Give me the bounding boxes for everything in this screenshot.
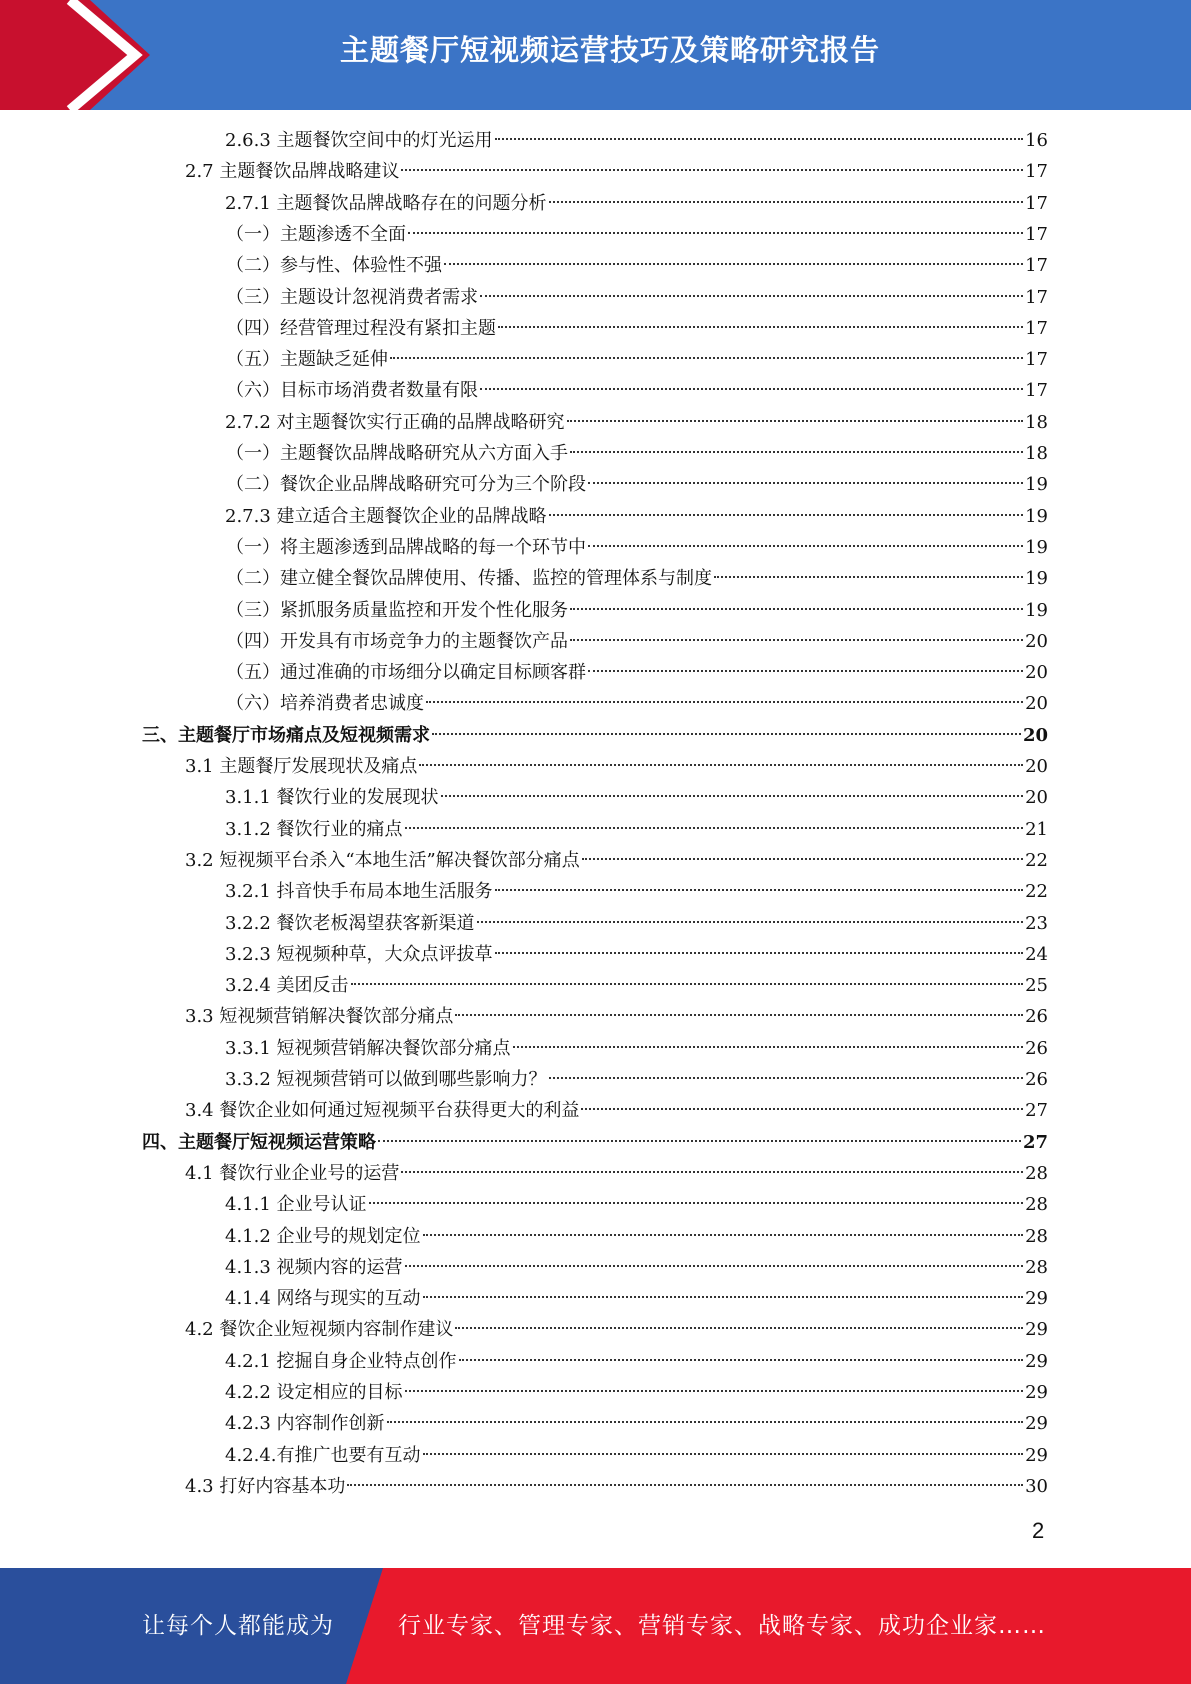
toc-entry[interactable]	[225, 1253, 1048, 1283]
toc-leader-dots	[480, 388, 1023, 390]
toc-entry[interactable]	[225, 1190, 1048, 1220]
toc-entry-title: （一）主题餐饮品牌战略研究从六方面入手	[226, 443, 568, 464]
toc-entry-page: 29	[1025, 1319, 1048, 1341]
toc-leader-dots	[405, 1390, 1024, 1392]
toc-entry-page: 19	[1025, 599, 1048, 621]
toc-entry[interactable]	[226, 220, 1048, 250]
toc-entry[interactable]	[225, 1441, 1048, 1471]
toc-entry-title: 4.1.1 企业号认证	[225, 1194, 367, 1216]
toc-leader-dots	[347, 1484, 1023, 1486]
toc-entry-page: 25	[1025, 975, 1048, 997]
toc-leader-dots	[570, 639, 1023, 641]
toc-entry-page: 17	[1025, 161, 1048, 183]
toc-entry[interactable]	[225, 1284, 1048, 1314]
toc-entry-page: 22	[1025, 881, 1048, 903]
toc-entry-title: 3.4 餐饮企业如何通过短视频平台获得更大的利益	[185, 1100, 580, 1122]
toc-entry-page: 17	[1025, 317, 1048, 339]
footer-slogan-right: 行业专家、管理专家、营销专家、战略专家、成功企业家……	[398, 1613, 1046, 1639]
toc-entry-page: 29	[1025, 1382, 1048, 1403]
toc-entry[interactable]	[225, 1065, 1048, 1095]
toc-entry[interactable]	[226, 470, 1048, 500]
toc-leader-dots	[401, 1171, 1023, 1173]
toc-leader-dots	[419, 764, 1023, 766]
toc-entry-page: 16	[1025, 130, 1048, 151]
toc-entry-title: 4.2.4.有推广也要有互动	[225, 1444, 421, 1466]
toc-leader-dots	[390, 357, 1023, 359]
toc-leader-dots	[567, 420, 1024, 422]
toc-entry-title: 3.2.3 短视频种草，大众点评拔草	[225, 943, 493, 965]
toc-entry[interactable]	[225, 877, 1048, 907]
toc-entry-page: 29	[1025, 1413, 1048, 1435]
page-header	[0, 0, 1191, 110]
toc-entry-title: 3.1.2 餐饮行业的痛点	[225, 818, 403, 840]
toc-entry-title: 4.1.3 视频内容的运营	[225, 1256, 403, 1278]
toc-entry[interactable]	[226, 564, 1048, 594]
toc-entry[interactable]	[225, 189, 1048, 219]
toc-entry-page: 20	[1022, 724, 1048, 746]
toc-entry-title: （二）餐饮企业品牌战略研究可分为三个阶段	[226, 474, 586, 496]
toc-entry-title: 三、主题餐厅市场痛点及短视频需求	[142, 724, 430, 746]
toc-leader-dots	[441, 795, 1024, 797]
toc-leader-dots	[714, 576, 1023, 578]
toc-leader-dots	[444, 263, 1023, 265]
toc-entry[interactable]	[226, 251, 1048, 281]
footer-slogan-left: 让每个人都能成为	[142, 1613, 334, 1639]
toc-entry[interactable]	[225, 1378, 1048, 1408]
toc-entry-page: 26	[1025, 1069, 1048, 1090]
toc-entry-page: 20	[1025, 693, 1048, 715]
toc-entry-page: 17	[1025, 349, 1048, 371]
toc-entry-title: 3.3.2 短视频营销可以做到哪些影响力？	[225, 1069, 547, 1090]
toc-entry-title: 3.2.1 抖音快手布局本地生活服务	[225, 881, 493, 903]
page-footer	[0, 1568, 1191, 1684]
toc-leader-dots	[455, 1327, 1023, 1329]
toc-entry-title: 4.1.2 企业号的规划定位	[225, 1225, 421, 1247]
toc-entry[interactable]	[225, 815, 1048, 845]
toc-entry-page: 23	[1025, 912, 1048, 934]
toc-entry-title: 4.1 餐饮行业企业号的运营	[185, 1162, 400, 1184]
toc-entry-title: 2.6.3 主题餐饮空间中的灯光运用	[225, 130, 493, 151]
toc-entry[interactable]	[225, 1409, 1048, 1439]
toc-entry-page: 24	[1025, 943, 1048, 965]
toc-entry-title: 3.1.1 餐饮行业的发展现状	[225, 787, 439, 809]
toc-entry-page: 27	[1022, 1131, 1048, 1153]
toc-entry-page: 28	[1025, 1256, 1048, 1278]
toc-entry-page: 20	[1025, 662, 1048, 684]
toc-leader-dots	[408, 232, 1023, 234]
toc-entry-title: （五）主题缺乏延伸	[226, 349, 388, 371]
toc-entry-title: 2.7.3 建立适合主题餐饮企业的品牌战略	[225, 505, 547, 527]
toc-entry[interactable]	[185, 1096, 1048, 1126]
toc-entry[interactable]	[226, 283, 1048, 313]
toc-entry[interactable]	[225, 940, 1048, 970]
toc-leader-dots	[387, 1421, 1024, 1423]
toc-entry[interactable]	[226, 439, 1048, 469]
toc-entry-title: 3.2.4 美团反击	[225, 975, 349, 997]
toc-entry-title: （二）参与性、体验性不强	[226, 255, 442, 277]
toc-leader-dots	[423, 1234, 1024, 1236]
toc-entry-page: 29	[1025, 1288, 1048, 1310]
toc-entry[interactable]	[185, 846, 1048, 876]
toc-entry-title: 4.2 餐饮企业短视频内容制作建议	[185, 1319, 454, 1341]
toc-entry[interactable]	[226, 376, 1048, 406]
toc-entry-title: 4.1.4 网络与现实的互动	[225, 1288, 421, 1310]
toc-leader-dots	[549, 514, 1024, 516]
page-number: 2	[1032, 1518, 1045, 1543]
toc-entry[interactable]	[225, 126, 1048, 156]
toc-leader-dots	[480, 295, 1023, 297]
toc-leader-dots	[455, 1014, 1023, 1016]
toc-entry-title: 3.2 短视频平台杀入“本地生活”解决餐饮部分痛点	[185, 849, 580, 871]
toc-leader-dots	[549, 201, 1024, 203]
toc-entry[interactable]	[226, 689, 1048, 719]
toc-entry[interactable]	[225, 502, 1048, 532]
toc-entry[interactable]	[225, 909, 1048, 939]
toc-entry-title: 4.2.3 内容制作创新	[225, 1413, 385, 1435]
toc-leader-dots	[477, 921, 1024, 923]
toc-entry-page: 20	[1025, 787, 1048, 809]
toc-entry[interactable]	[185, 1315, 1048, 1345]
toc-entry-title: （六）培养消费者忠诚度	[226, 693, 424, 715]
toc-leader-dots	[401, 169, 1023, 171]
toc-leader-dots	[570, 451, 1023, 453]
toc-entry-title: （四）经营管理过程没有紧扣主题	[226, 317, 496, 339]
toc-entry-page: 22	[1025, 849, 1048, 871]
toc-entry-title: （三）主题设计忽视消费者需求	[226, 286, 478, 308]
toc-entry-title: （四）开发具有市场竞争力的主题餐饮产品	[226, 630, 568, 652]
toc-entry-page: 30	[1025, 1475, 1048, 1497]
toc-entry-title: （五）通过准确的市场细分以确定目标顾客群	[226, 662, 586, 684]
toc-leader-dots	[495, 889, 1024, 891]
toc-entry-title: 4.2.2 设定相应的目标	[225, 1382, 403, 1403]
toc-entry-page: 29	[1025, 1350, 1048, 1372]
toc-entry-title: 3.3.1 短视频营销解决餐饮部分痛点	[225, 1037, 511, 1059]
toc-leader-dots	[426, 701, 1023, 703]
toc-entry-page: 20	[1025, 756, 1048, 777]
toc-leader-dots	[581, 1108, 1023, 1110]
toc-leader-dots	[405, 1265, 1024, 1267]
toc-entry[interactable]	[225, 1347, 1048, 1377]
toc-entry-page: 20	[1025, 630, 1048, 652]
toc-entry[interactable]	[185, 1159, 1048, 1189]
toc-leader-dots	[582, 858, 1023, 860]
toc-entry-page: 19	[1025, 536, 1048, 558]
toc-entry-page: 17	[1025, 255, 1048, 277]
toc-entry[interactable]	[226, 596, 1048, 626]
toc-leader-dots	[495, 952, 1024, 954]
toc-leader-dots	[498, 326, 1023, 328]
toc-leader-dots	[405, 827, 1024, 829]
toc-leader-dots	[378, 1140, 1021, 1142]
toc-entry-title: 3.1 主题餐厅发展现状及痛点	[185, 756, 418, 777]
toc-entry-page: 21	[1025, 818, 1048, 840]
toc-entry-title: 4.3 打好内容基本功	[185, 1475, 346, 1497]
toc-entry[interactable]	[185, 157, 1048, 187]
toc-leader-dots	[495, 138, 1024, 140]
toc-leader-dots	[570, 608, 1023, 610]
toc-entry-page: 17	[1025, 192, 1048, 214]
toc-entry[interactable]	[185, 1002, 1048, 1032]
toc-entry-title: 3.3 短视频营销解决餐饮部分痛点	[185, 1006, 454, 1028]
toc-entry[interactable]	[142, 1128, 1048, 1158]
toc-entry-page: 19	[1025, 474, 1048, 496]
toc-entry[interactable]	[185, 1472, 1048, 1502]
toc-entry-page: 28	[1025, 1194, 1048, 1216]
toc-entry-page: 17	[1025, 223, 1048, 245]
toc-leader-dots	[432, 733, 1021, 735]
toc-entry-page: 18	[1025, 411, 1048, 433]
toc-entry-page: 28	[1025, 1225, 1048, 1247]
toc-entry[interactable]	[225, 971, 1048, 1001]
toc-entry[interactable]	[226, 314, 1048, 344]
toc-entry-title: （一）主题渗透不全面	[226, 223, 406, 245]
toc-entry[interactable]	[225, 783, 1048, 813]
toc-entry[interactable]	[226, 533, 1048, 563]
toc-entry[interactable]	[142, 721, 1048, 751]
toc-entry[interactable]	[225, 408, 1048, 438]
toc-entry-title: 2.7 主题餐饮品牌战略建议	[185, 161, 400, 183]
toc-entry[interactable]	[226, 345, 1048, 375]
toc-entry-title: 四、主题餐厅短视频运营策略	[142, 1131, 376, 1153]
toc-entry-title: 2.7.1 主题餐饮品牌战略存在的问题分析	[225, 192, 547, 214]
toc-leader-dots	[588, 670, 1023, 672]
toc-entry-title: 2.7.2 对主题餐饮实行正确的品牌战略研究	[225, 411, 565, 433]
toc-leader-dots	[423, 1296, 1024, 1298]
toc-entry-page: 29	[1025, 1444, 1048, 1466]
toc-entry-page: 19	[1025, 505, 1048, 527]
toc-entry-page: 17	[1025, 286, 1048, 308]
toc-entry-page: 18	[1025, 443, 1048, 464]
toc-leader-dots	[588, 545, 1023, 547]
toc-leader-dots	[549, 1077, 1024, 1079]
toc-entry-page: 26	[1025, 1006, 1048, 1028]
toc-entry[interactable]	[225, 1034, 1048, 1064]
toc-leader-dots	[351, 983, 1024, 985]
toc-entry[interactable]	[185, 752, 1048, 782]
document-title: 主题餐厅短视频运营技巧及策略研究报告	[339, 33, 880, 67]
toc-entry-title: （一）将主题渗透到品牌战略的每一个环节中	[226, 536, 586, 558]
toc-leader-dots	[588, 482, 1023, 484]
toc-entry-page: 19	[1025, 568, 1048, 590]
toc-entry[interactable]	[226, 658, 1048, 688]
toc-entry[interactable]	[226, 627, 1048, 657]
toc-entry[interactable]	[225, 1222, 1048, 1252]
toc-entry-page: 17	[1025, 380, 1048, 402]
toc-entry-title: （六）目标市场消费者数量有限	[226, 380, 478, 402]
toc-entry-page: 26	[1025, 1037, 1048, 1059]
toc-leader-dots	[423, 1453, 1024, 1455]
toc-entry-title: 3.2.2 餐饮老板渴望获客新渠道	[225, 912, 475, 934]
toc-entry-title: （三）紧抓服务质量监控和开发个性化服务	[226, 599, 568, 621]
toc-leader-dots	[459, 1359, 1024, 1361]
toc-leader-dots	[513, 1046, 1024, 1048]
toc-entry-title: 4.2.1 挖掘自身企业特点创作	[225, 1350, 457, 1372]
toc-entry-page: 28	[1025, 1162, 1048, 1184]
toc-leader-dots	[369, 1202, 1024, 1204]
toc-entry-page: 27	[1025, 1100, 1048, 1122]
toc-entry-title: （二）建立健全餐饮品牌使用、传播、监控的管理体系与制度	[226, 568, 712, 590]
